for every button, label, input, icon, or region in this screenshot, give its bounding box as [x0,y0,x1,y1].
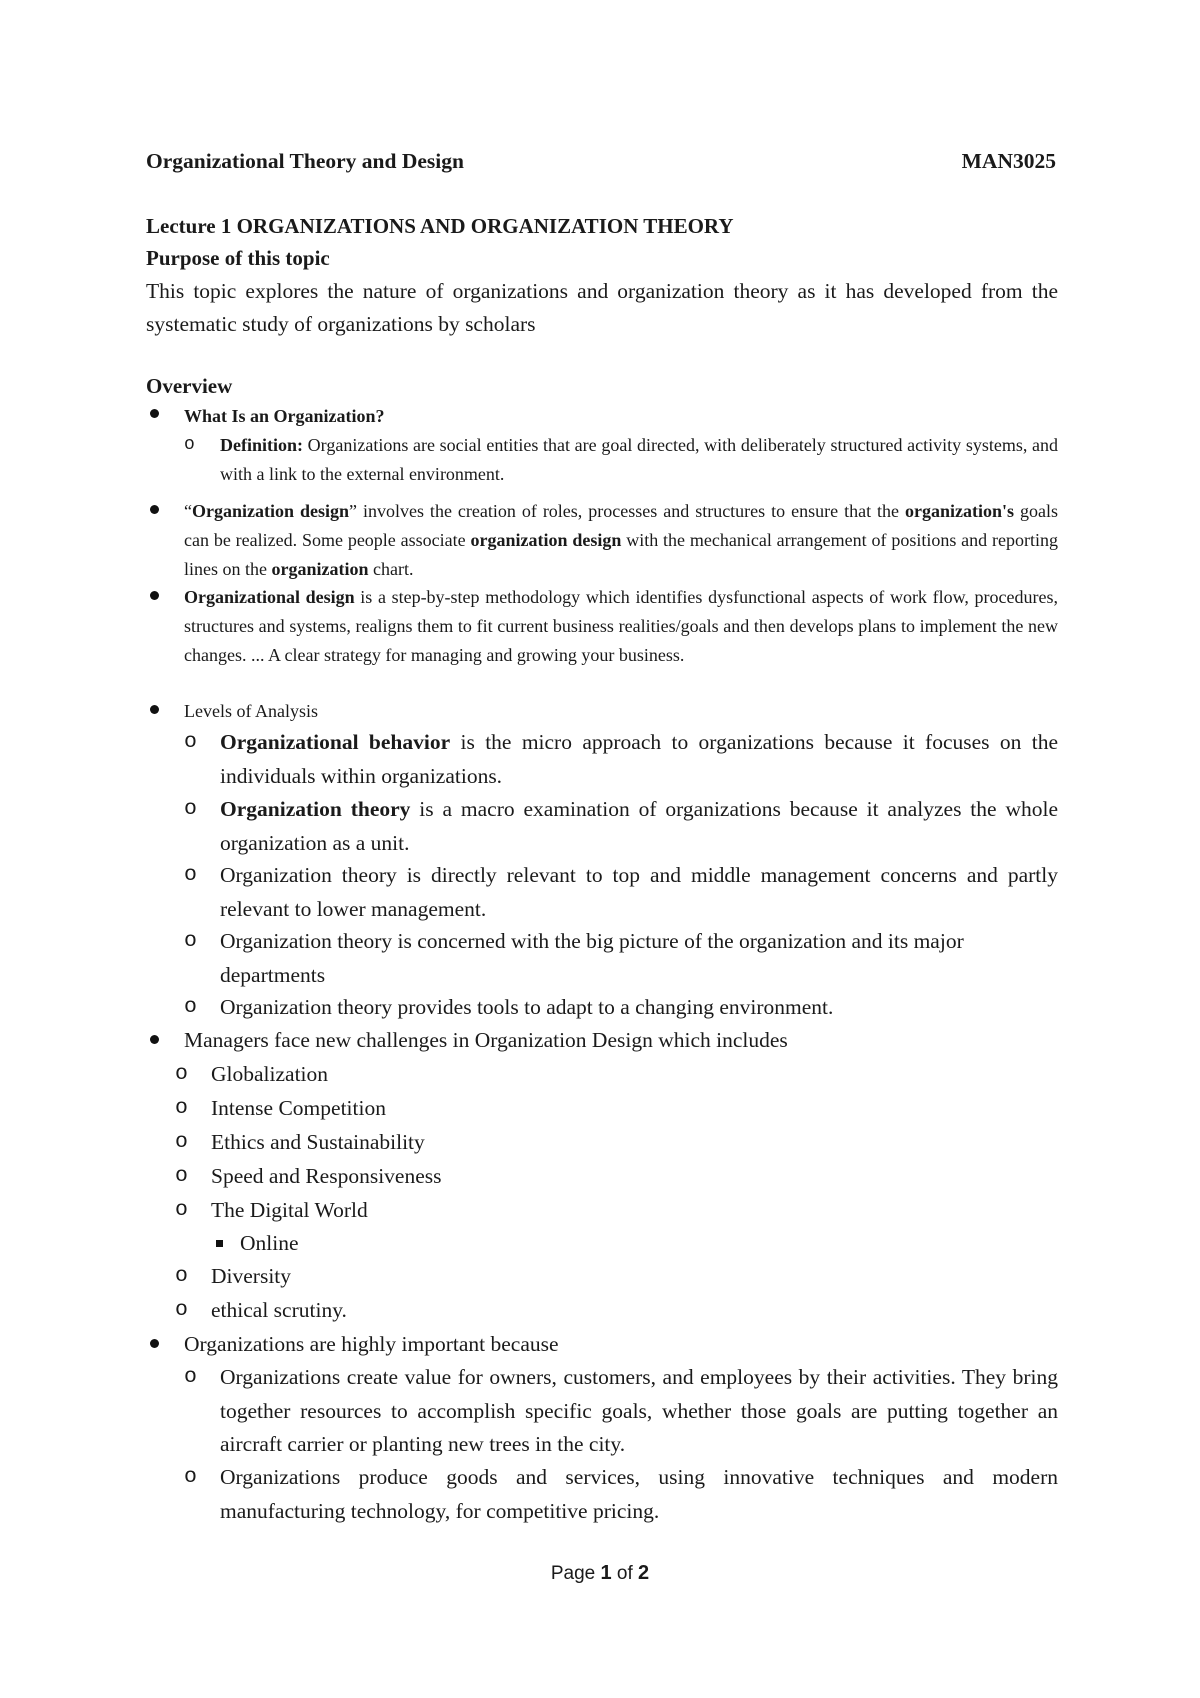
challenge-item: Intense Competition [211,1096,386,1120]
term-organizations: organization's [905,501,1015,521]
definition-text: Organizations are social entities that are goal directed, with deliberately structured activity systems, and with a link to the external environment. [220,435,1058,484]
bullet-levels-of-analysis: Levels of Analysis [184,701,318,721]
b2-text-4: chart. [368,559,414,579]
term-organization-design: Organization design [192,501,349,521]
sub-bullet-marker: o [184,863,197,887]
important-create-value: Organizations create value for owners, customers, and employees by their activities. They bring together resources to accomplish specific goals, whether those goals are putting together an aircraft carrier or planting new trees in the city. [220,1365,1058,1456]
bullet-new-challenges: Managers face new challenges in Organization Design which includes [184,1028,788,1052]
page-footer [0,1562,1200,1585]
bullet-icon [150,591,159,600]
of-word: of [616,1563,633,1584]
sub-bullet-marker: o [184,435,195,455]
bullet-icon [150,1339,159,1348]
lecture-title: Lecture 1 ORGANIZATIONS AND ORGANIZATION THEORY [146,214,734,238]
levels-big-picture: Organization theory is concerned with the big picture of the organization and its major departments [220,929,964,987]
bullet-what-is-organization: What Is an Organization? [184,406,385,426]
sub-bullet-marker: o [175,1062,188,1086]
page-word: Page [550,1563,596,1584]
sub-bullet-marker: o [175,1298,188,1322]
important-produce-goods: Organizations produce goods and services, using innovative techniques and modern manufacturing technology, for competitive pricing. [220,1465,1058,1523]
challenge-item: The Digital World [211,1198,368,1222]
sub-bullet-marker: o [184,1365,197,1389]
sub-bullet-marker: o [184,797,197,821]
challenge-item: ethical scrutiny. [211,1298,347,1322]
bullet-icon [150,409,159,418]
levels-org-behavior [220,726,1058,793]
term-organizational-behavior: Organizational behavior [220,730,451,754]
challenge-item: Ethics and Sustainability [211,1130,425,1154]
term-organization-theory: Organization theory [220,797,411,821]
levels-tools: Organization theory provides tools to adapt to a changing environment. [220,995,834,1019]
square-bullet-icon [216,1240,223,1247]
levels-org-theory-text: is a macro examination of organizations because it analyzes the whole organization as a unit. [220,797,1058,855]
definition-label: Definition: [220,435,303,455]
course-title: Organizational Theory and Design [146,149,464,173]
b3-text: is a step-by-step methodology which identifies dysfunctional aspects of work flow, procedures, structures and systems, realigns them to fit current business realities/goals and then develops plans to implement the new changes. ... A clear strategy for managing and growing your business. [184,587,1058,665]
definition-item [220,431,1058,489]
term-organization-design-2: organization design [470,530,622,550]
bullet-icon [150,505,159,514]
b2-text-3: with the mechanical arrangement of positions and reporting lines on the [184,530,1058,579]
quote-mark: “ [184,501,192,521]
b2-text-2: goals can be realized. Some people associate [184,501,1059,550]
sub-bullet-marker: o [184,1465,197,1489]
page-number: 1 [600,1562,612,1584]
challenge-item: Speed and Responsiveness [211,1164,442,1188]
bullet-icon [150,705,159,714]
bullet-highly-important: Organizations are highly important because [184,1332,559,1356]
sub-bullet-marker: o [184,730,197,754]
bullet-icon [150,1035,159,1044]
levels-org-theory [220,793,1058,860]
purpose-heading: Purpose of this topic [146,246,330,270]
course-code: MAN3025 [961,149,1056,173]
challenge-item: Diversity [211,1264,292,1288]
sub-bullet-marker: o [184,929,197,953]
sub-bullet-marker: o [175,1164,188,1188]
page-total: 2 [638,1562,650,1584]
sub-bullet-marker: o [175,1130,188,1154]
overview-heading: Overview [146,374,233,398]
sub-bullet-marker: o [184,995,197,1019]
term-organization: organization [271,559,369,579]
challenge-sub-item: Online [240,1231,299,1255]
sub-bullet-marker: o [175,1096,188,1120]
b2-text-1: ” involves the creation of roles, processes and structures to ensure that the [349,501,906,521]
challenge-item: Globalization [211,1062,329,1086]
bullet-organization-design [184,497,1058,584]
bullet-organizational-design [184,583,1058,670]
sub-bullet-marker: o [175,1264,188,1288]
term-organizational-design: Organizational design [184,587,355,607]
levels-relevance: Organization theory is directly relevant to top and middle management concerns and partly relevant to lower management. [220,863,1058,921]
sub-bullet-marker: o [175,1198,188,1222]
levels-org-behavior-text: is the micro approach to organizations because it focuses on the individuals within organizations. [220,730,1058,788]
purpose-text: This topic explores the nature of organizations and organization theory as it has developed from the systematic study of organizations by scholars [146,279,1058,336]
page-header [146,147,1056,175]
